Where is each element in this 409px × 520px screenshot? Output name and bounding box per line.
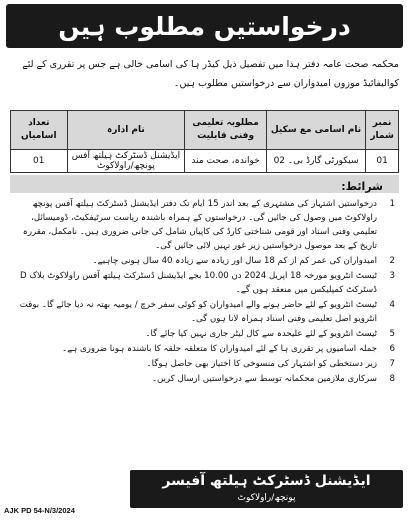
conditions-list bbox=[10, 197, 399, 387]
list-item bbox=[10, 327, 399, 341]
cell-post-count: 01 bbox=[11, 150, 68, 173]
signature-block bbox=[130, 470, 403, 508]
list-item bbox=[10, 342, 399, 356]
condition-text: ٹیسٹ انٹرویو کے لئے علیحدہ سے کال لیٹر جاری نہیں کیا جائے گا۔ bbox=[145, 329, 377, 339]
posts-table-header bbox=[11, 111, 399, 150]
signatory-title: ایڈیشنل ڈسٹرکٹ ہیلتھ آفیسر bbox=[162, 473, 371, 489]
conditions-heading bbox=[10, 175, 399, 193]
page-title: درخواستیں مطلوب ہیں bbox=[58, 11, 351, 41]
condition-number: 1 bbox=[389, 199, 395, 209]
condition-text: امیدواران کی عمر کم از کم 18 سال اور زیادہ سے زیادہ 40 سال ہونی چاہیے۔ bbox=[92, 256, 377, 266]
condition-number: 7 bbox=[389, 359, 395, 369]
header-banner bbox=[6, 4, 403, 48]
list-item bbox=[10, 357, 399, 371]
condition-number: 5 bbox=[389, 329, 395, 339]
condition-text: جملہ اسامیوں پر تقرری ہا کے لئے امیدواران کا متعلقہ حلقہ کا باشندہ ہونا ضروری ہے۔ bbox=[62, 344, 377, 354]
condition-text: سرکاری ملازمین محکمانہ توسط سے درخواستیں ارسال کریں۔ bbox=[151, 374, 377, 384]
condition-number: 4 bbox=[389, 300, 395, 310]
cell-serial-no: 01 bbox=[366, 150, 399, 173]
reference-number: AJK PD 54-N/3/2024 bbox=[4, 506, 75, 515]
intro-paragraph: محکمہ صحت عامہ دفتر ہذا میں تفصیل ذیل کیڈر ہا کی اسامی خالی ہے جس پر تقرری کے لئے کوالیفائیڈ موزوں امیدواران سے درخواستیں مطلوب ہیں۔ bbox=[22, 59, 399, 89]
list-item bbox=[10, 298, 399, 326]
condition-text: درخواستیں اشتہار کی مشتہری کے بعد اندر 15 ایام تک دفتر ایڈیشنل ڈسٹرکٹ ہیلتھ آفس پونچھ راولاکوٹ میں وصول کی جائیں گی۔ درخواستوں کے ہمراہ باشندہ ریاست سرٹیفکیٹ، ڈومیسائل، تعلیمی وفنی اسناد اور قومی شناختی کارڈ کی کاپیاں شامل کی جانی ضروری ہیں۔ نامکمل، مقررہ تاریخ کے بعد موصول درخواستیں زیر غور نہیں لائی جائیں گی۔ bbox=[22, 199, 377, 251]
posts-table bbox=[10, 110, 399, 173]
list-item bbox=[10, 254, 399, 268]
list-item bbox=[10, 269, 399, 297]
list-item bbox=[10, 372, 399, 386]
condition-text: زیر دستخطی کو اشتہار کی منسوخی کا اختیار بھی حاصل ہوگا۔ bbox=[146, 359, 377, 369]
header-department: نام ادارہ bbox=[67, 111, 185, 150]
cell-department: ایڈیشنل ڈسٹرکٹ ہیلتھ آفس پونچھ/راولاکوٹ bbox=[67, 150, 185, 173]
cell-post-name: سیکورٹی گارڈ بی۔ 02 bbox=[266, 150, 365, 173]
header-qualification: مطلوبہ تعلیمی وفنی قابلیت bbox=[185, 111, 267, 150]
header-serial-no: نمبر شمار bbox=[366, 111, 399, 150]
condition-number: 8 bbox=[389, 374, 395, 384]
list-item bbox=[10, 197, 399, 253]
cell-qualification: خواندہ، صحت مند bbox=[185, 150, 267, 173]
header-post-count: تعداد اسامیاں bbox=[11, 111, 68, 150]
table-row bbox=[11, 150, 399, 173]
condition-number: 2 bbox=[389, 256, 395, 266]
condition-text: ٹیسٹ انٹرویو کے لئے حاضر ہونے والے امیدواران کو کوئی سفر خرچ / یومیہ بھتہ نہ دیا جائے گا۔ بوقت انٹرویو اصل تعلیمی وفنی اسناد ہمراہ لانا ہوں گی۔ bbox=[19, 300, 377, 324]
condition-number: 6 bbox=[389, 344, 395, 354]
header-post-name: نام اسامی مع سکیل bbox=[266, 111, 365, 150]
condition-number: 3 bbox=[389, 271, 395, 281]
conditions-title: شرائط: bbox=[341, 180, 383, 193]
condition-text: ٹیسٹ انٹرویو مورخہ 18 اپریل 2024 دن 10.00 بجے ایڈیشنل ڈسٹرکٹ ہیلتھ آفس راولاکوٹ بلاک D ڈسٹرکٹ کمپلیکس میں منعقد ہوں گے۔ bbox=[19, 271, 377, 295]
signatory-location: پونچھ/راولاکوٹ bbox=[237, 493, 296, 503]
